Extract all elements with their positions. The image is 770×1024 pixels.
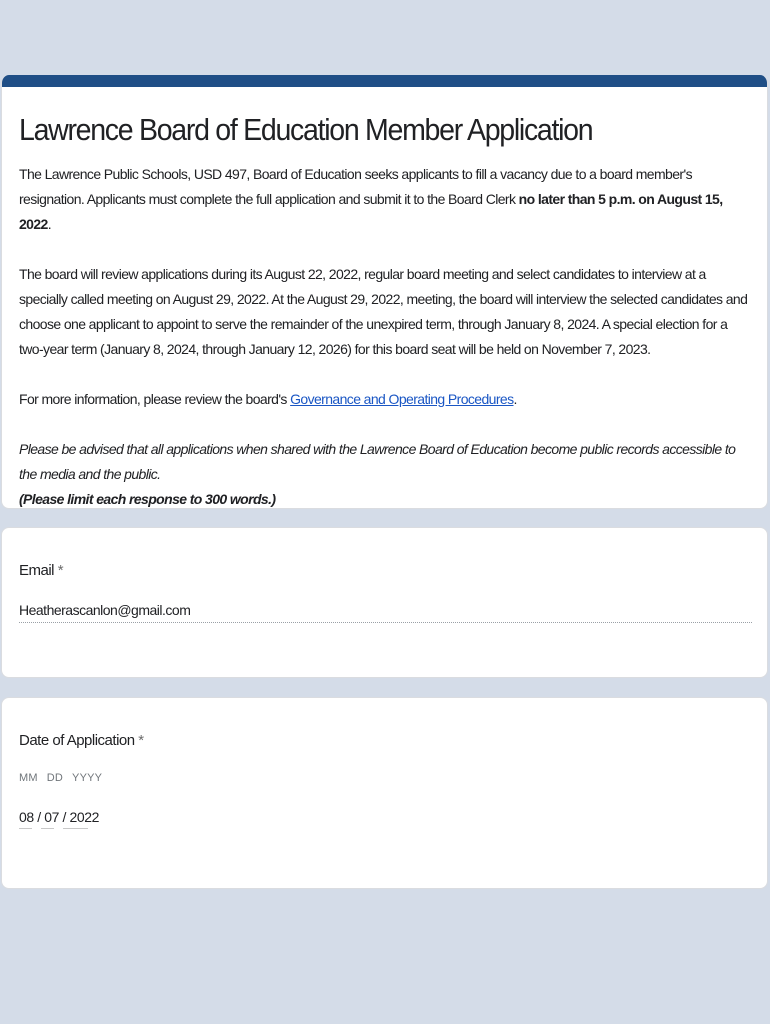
email-field[interactable]: Heatherascanlon@gmail.com	[19, 602, 752, 623]
year-underline	[63, 828, 88, 829]
required-asterisk: *	[138, 732, 144, 749]
description-paragraph-4: Please be advised that all applications when shared with the Lawrence Board of Education become public records accessible to the media and the public. (Please limit each response to 300 words.)	[19, 441, 736, 507]
email-question-label: Email *	[19, 562, 64, 579]
description-paragraph-3: For more information, please review the board's Governance and Operating Procedures.	[19, 391, 517, 407]
word-limit-note: (Please limit each response to 300 words.)	[19, 491, 276, 507]
day-label: DD	[46, 772, 64, 784]
deadline-text: no later than 5 p.m. on August 15, 2022	[19, 191, 723, 232]
theme-accent-bar	[2, 75, 767, 87]
date-question-label: Date of Application *	[19, 732, 144, 749]
date-part-labels	[19, 772, 750, 784]
form-header-card	[1, 75, 768, 509]
day-underline	[41, 828, 54, 829]
year-label: YYYY	[72, 772, 103, 784]
date-question-card	[1, 697, 768, 889]
date-field[interactable]: 08 / 07 / 2022	[19, 809, 100, 825]
required-asterisk: *	[57, 562, 64, 579]
description-paragraph-1: The Lawrence Public Schools, USD 497, Board of Education seeks applicants to fill a vacancy due to a board member's resignation. Applicants must complete the full application and submit it to the Board Clerk no later than 5 p.m. on August 15, 2022.	[19, 166, 723, 232]
form-title: Lawrence Board of Education Member Application	[19, 112, 593, 147]
month-label: MM	[19, 772, 38, 784]
governance-procedures-link[interactable]: Governance and Operating Procedures	[290, 391, 514, 407]
date-field-underlines	[19, 828, 750, 829]
month-underline	[19, 828, 32, 829]
email-question-card	[1, 527, 768, 678]
description-paragraph-2: The board will review applications during its August 22, 2022, regular board meeting and select candidates to interview at a specially called meeting on August 29, 2022. At the August 29, 2022, meeting, the board will interview the selected candidates and choose one applicant to appoint to serve the remainder of the unexpired term, through January 8, 2024. A special election for a two-year term (January 8, 2024, through January 12, 2026) for this board seat will be held on November 7, 2023.	[19, 266, 748, 357]
